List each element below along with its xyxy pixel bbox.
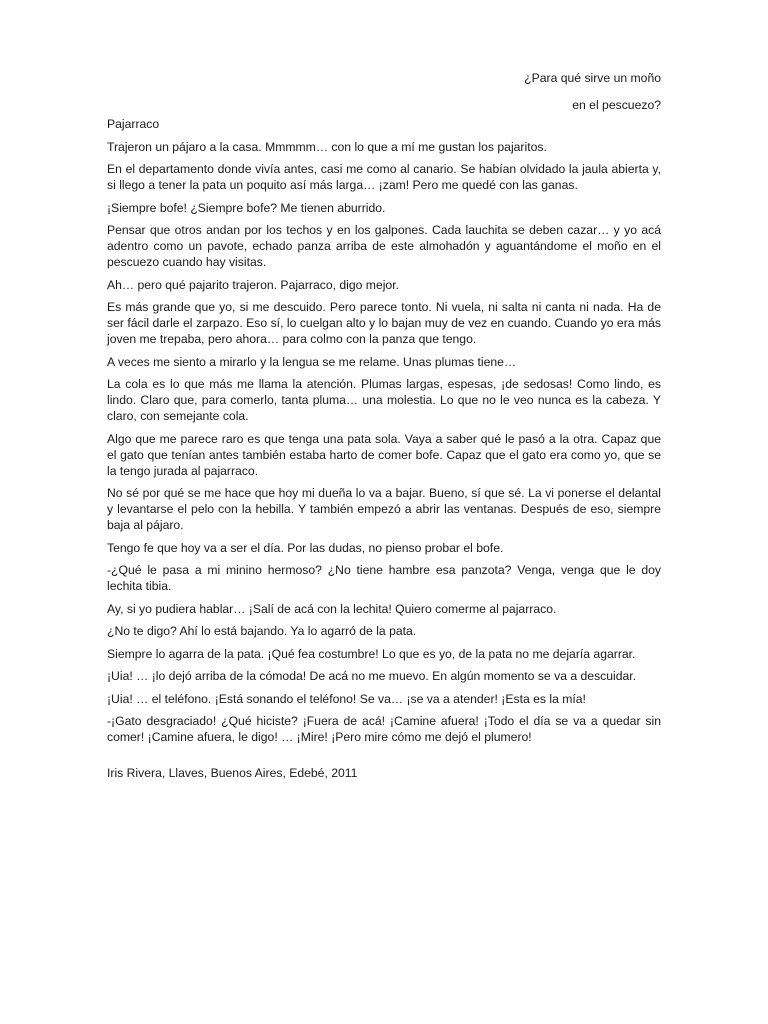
title-line-2: en el pescuezo? bbox=[572, 98, 661, 112]
paragraph-4: Pensar que otros andan por los techos y en los galpones. Cada lauchita se deben cazar… y yo acá adentro como un pavote, echado panza arriba de este almohadón y aguantándome el moño en el pescuezo cuando hay visitas. bbox=[107, 223, 661, 269]
paragraph-16: ¡Uia! … ¡lo dejó arriba de la cómoda! De acá no me muevo. En algún momento se va a descuidar. bbox=[107, 669, 637, 683]
paragraph-8: La cola es lo que más me llama la atención. Plumas largas, espesas, ¡de sedosas! Como lindo, es lindo. Claro que, para comerlo, tanta pluma… una molestia. Lo que no le veo nunca es la cabeza. Y claro, con semejante cola. bbox=[107, 377, 661, 423]
paragraph-10: No sé por qué se me hace que hoy mi dueña lo va a bajar. Bueno, sí que sé. La vi ponerse el delantal y levantarse el pelo con la hebilla. Y también empezó a abrir las ventanas. Después de eso, siempre baja al pájaro. bbox=[107, 486, 661, 532]
paragraph-2: En el departamento donde vivía antes, casi me como al canario. Se habían olvidado la jaula abierta y, si llego a tener la pata un poquito así más larga… ¡zam! Pero me quedé con las ganas. bbox=[107, 162, 661, 192]
source-citation: Iris Rivera, Llaves, Buenos Aires, Edebé, 2011 bbox=[107, 766, 358, 780]
paragraph-17: ¡Uia! … el teléfono. ¡Está sonando el teléfono! Se va… ¡se va a atender! ¡Esta es la mía! bbox=[107, 691, 586, 706]
paragraph-7: A veces me siento a mirarlo y la lengua se me relame. Unas plumas tiene… bbox=[107, 354, 517, 369]
paragraph-15: Siempre lo agarra de la pata. ¡Qué fea costumbre! Lo que es yo, de la pata no me dejaría agarrar. bbox=[107, 646, 636, 661]
paragraph-5: Ah… pero qué pajarito trajeron. Pajarraco, digo mejor. bbox=[107, 277, 399, 292]
story-title: Pajarraco bbox=[107, 117, 160, 131]
paragraph-14: ¿No te digo? Ahí lo está bajando. Ya lo agarró de la pata. bbox=[107, 624, 417, 638]
title-line-1: ¿Para qué sirve un moño bbox=[524, 71, 661, 85]
paragraph-12: -¿Qué le pasa a mi minino hermoso? ¿No tiene hambre esa panzota? Venga, venga que le doy lechita tibia. bbox=[107, 563, 661, 593]
paragraph-3: ¡Siempre bofe! ¿Siempre bofe? Me tienen aburrido. bbox=[107, 200, 386, 215]
paragraph-6: Es más grande que yo, si me descuido. Pero parece tonto. Ni vuela, ni salta ni canta ni nada. Ha de ser fácil darle el zarpazo. Eso sí, lo cuelgan alto y lo bajan muy de vez en cuando. Cuando yo era más joven me trepaba, pero ahora… para colmo con la panza que tengo. bbox=[107, 300, 661, 346]
paragraph-9: Algo que me parece raro es que tenga una pata sola. Vaya a saber qué le pasó a la otra. Capaz que el gato que tenían antes también estaba harto de comer bofe. Capaz que el gato era como yo, que se la tengo jurada al pajarraco. bbox=[107, 431, 661, 478]
paragraph-18: -¡Gato desgraciado! ¿Qué hiciste? ¡Fuera de acá! ¡Camine afuera! ¡Todo el día se va a quedar sin comer! ¡Camine afuera, le digo! … ¡Mire! ¡Pero mire cómo me dejó el plumero! bbox=[107, 714, 661, 744]
paragraph-13: Ay, si yo pudiera hablar… ¡Salí de acá con la lechita! Quiero comerme al pajarraco. bbox=[107, 601, 557, 616]
paragraph-11: Tengo fe que hoy va a ser el día. Por las dudas, no pienso probar el bofe. bbox=[107, 540, 504, 555]
story-body bbox=[107, 116, 661, 752]
paragraph-1: Trajeron un pájaro a la casa. Mmmmm… con lo que a mí me gustan los pajaritos. bbox=[107, 139, 547, 154]
